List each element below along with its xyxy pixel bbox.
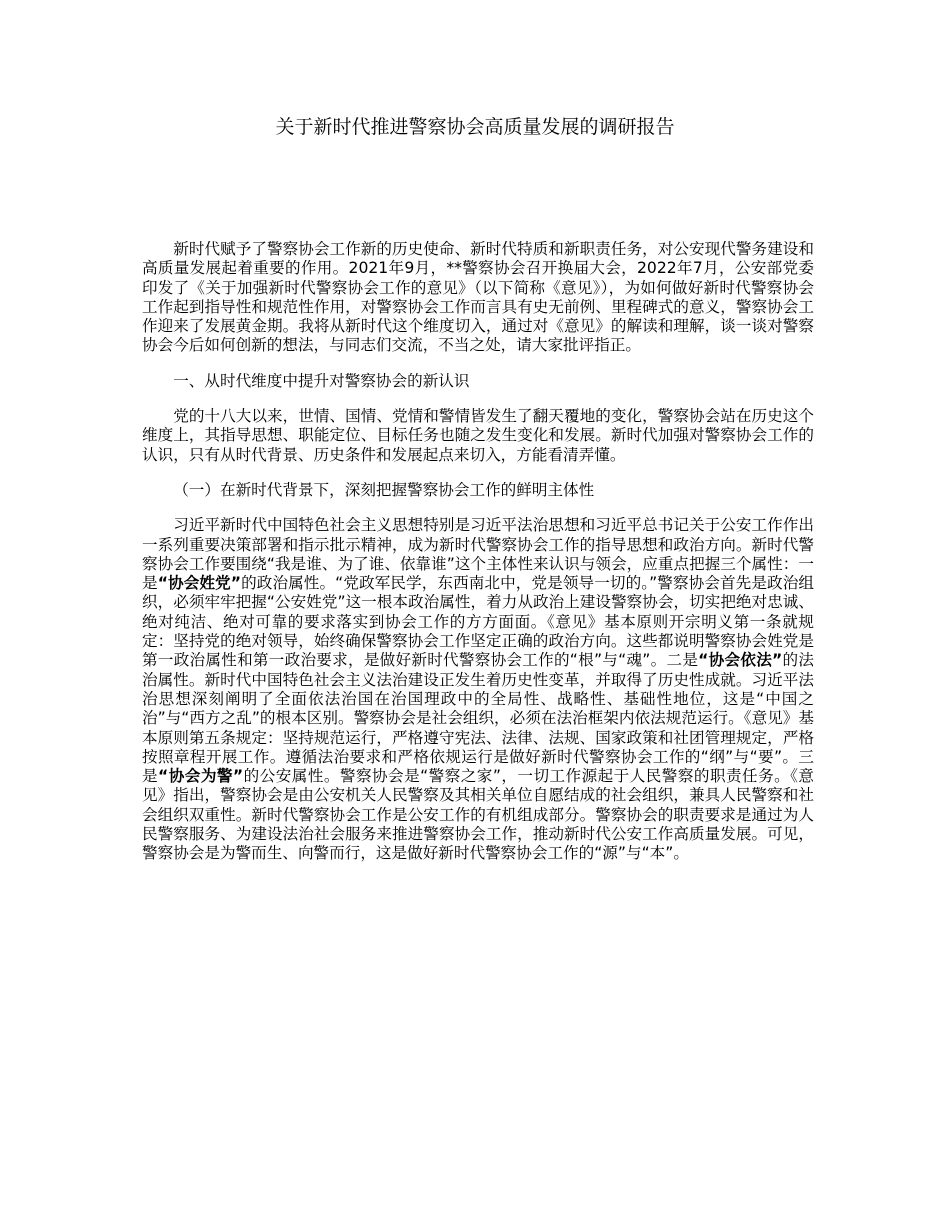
text-run: 的公安属性。警察协会是“警察之家”，一切工作源起于人民警察的职责任务。《意见》指出，警察协会是由公安机关人民警察及其相关单位自愿结成的社会组织，兼具人民警察和社会组织双重性。新时代警察协会工作是公安工作的有机组成部分。警察协会的职责要求是通过为人民警察服务、为建设法治社会服务来推进警察协会工作，推动新时代公安工作高质量发展。可见，警察协会是为警而生、向警而行，这是做好新时代警察协会工作的“源”与“本”。: [142, 767, 814, 863]
document-title: 关于新时代推进警察协会高质量发展的调研报告: [275, 116, 675, 138]
subsection-1-paragraph: [142, 516, 814, 863]
attribute-party: “协会姓党”: [157, 574, 241, 593]
document-body: [142, 240, 814, 880]
section-1-heading: 一、从时代维度中提升对警察协会的新认识: [173, 371, 470, 390]
text-run: 的法治属性。新时代中国特色社会主义法治建设正发生着历史性变革，并取得了历史性成就。习近平法治思想深刻阐明了全面依法治国在治国理政中的全局性、战略性、基础性地位，这是“中国之治”与“西方之乱”的根本区别。警察协会是社会组织，必须在法治框架内依法规范运行。《意见》基本原则第五条规定：坚持规范运行，严格遵守宪法、法律、法规、国家政策和社团管理规定，严格按照章程开展工作。遵循法治要求和严格依规运行是做好新时代警察协会工作的“纲”与“要”。三是: [142, 651, 814, 786]
attribute-law: “协会依法”: [698, 651, 783, 670]
attribute-police: “协会为警”: [158, 767, 244, 786]
subsection-1-heading: （一）在新时代背景下，深刻把握警察协会工作的鲜明主体性: [173, 480, 595, 499]
section-1-paragraph: 党的十八大以来，世情、国情、党情和警情皆发生了翻天覆地的变化，警察协会站在历史这个维度上，其指导思想、职能定位、目标任务也随之发生变化和发展。新时代加强对警察协会工作的认识，只有从时代背景、历史条件和发展起点来切入，方能看清弄懂。: [142, 407, 814, 464]
text-run: 习近平新时代中国特色社会主义思想特别是习近平法治思想和习近平总书记关于公安工作作出一系列重要决策部署和指示批示精神，成为新时代警察协会工作的指导思想和政治方向。新时代警察协会工作要围绕“我是谁、为了谁、依靠谁”这个主体性来认识与领会，应重点把握三个属性：一是: [142, 516, 814, 593]
intro-paragraph: 新时代赋予了警察协会工作新的历史使命、新时代特质和新职责任务，对公安现代警务建设和高质量发展起着重要的作用。2021年9月，**警察协会召开换届大会，2022年7月，公安部党委印发了《关于加强新时代警察协会工作的意见》（以下简称《意见》），为如何做好新时代警察协会工作起到指导性和规范性作用，对警察协会工作而言具有史无前例、里程碑式的意义，警察协会工作迎来了发展黄金期。我将从新时代这个维度切入，通过对《意见》的解读和理解，谈一谈对警察协会今后如何创新的想法，与同志们交流，不当之处，请大家批评指正。: [142, 240, 814, 355]
text-run: 的政治属性。“党政军民学，东西南北中，党是领导一切的。”警察协会首先是政治组织，必须牢牢把握“公安姓党”这一根本政治属性，着力从政治上建设警察协会，切实把绝对忠诚、绝对纯洁、绝对可靠的要求落实到协会工作的方方面面。《意见》基本原则开宗明义第一条就规定：坚持党的绝对领导，始终确保警察协会工作坚定正确的政治方向。这些都说明警察协会姓党是第一政治属性和第一政治要求，是做好新时代警察协会工作的“根”与“魂”。二是: [142, 574, 814, 670]
